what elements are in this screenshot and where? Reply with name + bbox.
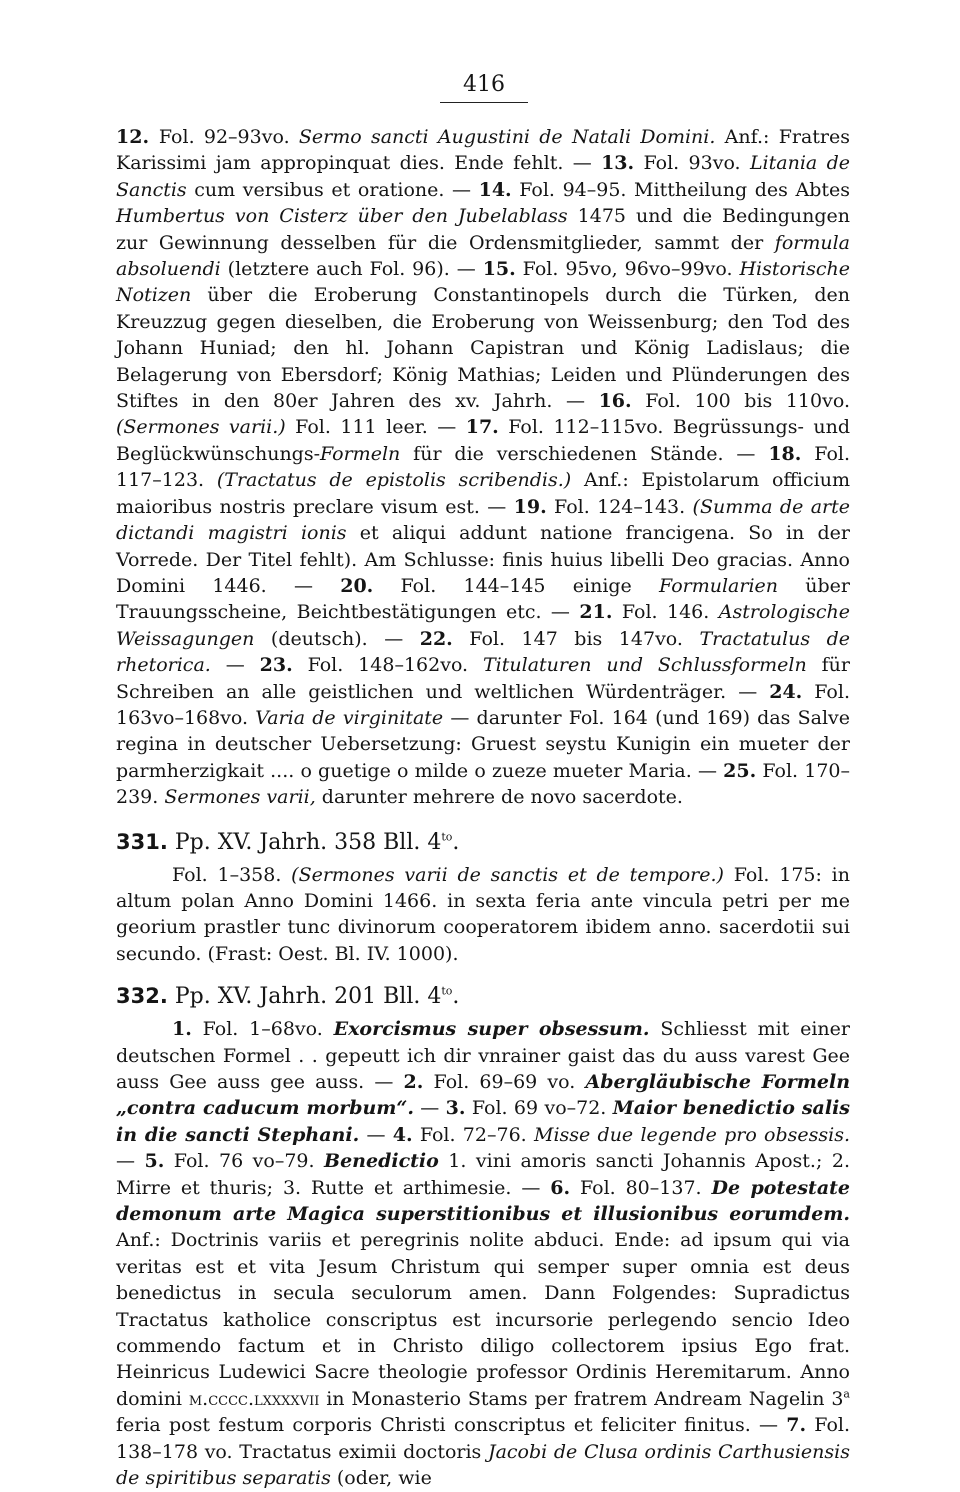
italic-title: Astrologische Weissagungen — [116, 601, 850, 650]
italic-title: (Sermones varii de sanctis et de tempore.) — [291, 863, 724, 886]
item-number: 19. — [513, 495, 547, 518]
text-run: für die verschiedenen Stände. — — [400, 442, 769, 465]
text-run: in Monasterio Stams per fratrem Andream Nagelin 3 — [319, 1387, 844, 1410]
catalog-entry-332-body — [116, 1016, 850, 1491]
italic-title: Varia de virginitate — [255, 706, 444, 729]
text-run: — — [413, 1097, 446, 1120]
text-run: über die Eroberung Constantinopels durch die Türken, den Kreuzzug gegen dieselben, die Eroberung von Weissenburg; den Tod des Johann Huniad; den hl. Johann Capistran und König Ladislaus; die Belagerung von Ebersdorf; König Mathias; Leiden und Plünderungen des Stiftes in den 80er Jahren des xv. Jahrh. — — [116, 284, 850, 413]
item-number: 24. — [769, 680, 803, 703]
item-number: 3. — [445, 1097, 466, 1120]
catalog-entry-331-body — [116, 862, 850, 968]
italic-title: Historische Notizen — [116, 258, 850, 307]
text-run: m.cccc.lxxxxvii — [188, 1387, 320, 1410]
text-run: — — [116, 1150, 145, 1173]
entry-heading-332 — [116, 981, 850, 1012]
italic-title: Maior benedictio salis in die sancti Stephani. — [116, 1097, 850, 1146]
italic-title: Humbertus von Cisterz über den Jubelablass — [116, 205, 568, 228]
italic-title: Tractatulus de rhetorica. — [116, 627, 851, 677]
text-run: et aliqui addunt natione francigena. So in der Vorrede. Der Titel fehlt). Am Schlusse: finis huius libelli Deo gracias. Anno Domini 1446. — — [116, 522, 850, 597]
format-superscript: to — [441, 830, 453, 844]
text-run: Fol. 170–239. — [116, 759, 851, 809]
italic-title: Sermones varii, — [164, 786, 316, 809]
item-number: 2. — [403, 1071, 424, 1093]
italic-title: Titulaturen und Schlussformeln — [483, 654, 807, 677]
italic-title: Jacobi de Clusa ordinis Carthusiensis de spiritibus separatis — [116, 1440, 850, 1490]
text-run: Fol. 69–69 vo. — [423, 1071, 586, 1093]
text-run: Fol. 76 vo–79. — [164, 1150, 325, 1173]
text-run: Fol. 124–143. — [546, 495, 693, 518]
italic-title: Misse due legende pro obsessis. — [533, 1123, 850, 1146]
catalog-entry-330-continuation — [116, 124, 850, 811]
italic-title: (Summa de arte dictandi magistri ionis — [116, 495, 850, 545]
item-number: 25. — [723, 759, 757, 782]
italic-title: formula absoluendi — [116, 231, 850, 281]
text-run: Fol. 80–137. — [570, 1176, 712, 1199]
text-run: Fol. 111 leer. — — [285, 416, 466, 439]
text-run: Fol. 117–123. — [116, 442, 850, 492]
item-number: 1. — [172, 1018, 192, 1041]
text-run: — darunter Fol. 164 (und 169) das Salve regina in deutscher Uebersetzung: Gruest seystu Kunigin ein mueter der parmherzigkait .... o guetige o milde o zueze mueter Maria. — — [116, 706, 851, 782]
entry-number: 331. — [116, 829, 168, 854]
text-run: 1. vini amoris sancti Johannis Apost.; 2. Mirre et thuris; 3. Rutte et arthimesie. — — [116, 1150, 850, 1199]
page-number: 416 — [440, 72, 528, 103]
format-superscript: to — [441, 984, 453, 998]
item-number: 6. — [550, 1176, 571, 1199]
italic-title: Litania de Sanctis — [116, 152, 850, 201]
italic-title: Exorcismus super obsessum. — [333, 1018, 650, 1041]
text-run: Fol. 144–145 einige — [373, 574, 660, 597]
item-number: 4. — [392, 1123, 413, 1146]
text-run: Fol. 92–93vo. — [158, 126, 299, 148]
item-number: 23. — [259, 654, 293, 677]
item-number: 17. — [465, 416, 499, 439]
entry-heading-331 — [116, 827, 850, 858]
text-run: feria post festum corporis Christi conscriptus et feliciter finitus. — — [116, 1414, 787, 1437]
text-run: Fol. 163vo–168vo. — [116, 680, 850, 729]
italic-title: Formularien — [659, 574, 779, 597]
text-run: Fol. 1–358. — [172, 863, 292, 886]
italic-title: (Tractatus de epistolis scribendis.) — [216, 469, 572, 492]
entry-number: 332. — [116, 984, 168, 1009]
item-number: 18. — [768, 442, 802, 465]
text-run: Fol. 72–76. — [412, 1123, 534, 1146]
italic-title: De potestate demonum arte Magica superstitionibus et illusionibus eorumdem. — [116, 1176, 850, 1226]
text-run: über Trauungsscheine, Beichtbestätigungen etc. — — [116, 574, 850, 624]
item-number: 7. — [786, 1414, 807, 1437]
item-number: 21. — [579, 601, 613, 624]
italic-title: Sermo sancti Augustini de Natali Domini. — [298, 126, 716, 148]
text-run: cum versibus et oratione. — — [186, 178, 479, 201]
text-run: Fol. 94–95. Mittheilung des Abtes — [511, 178, 850, 201]
item-number: 15. — [482, 258, 516, 281]
text-run: 1475 und die Bedingungen zur Gewinnung desselben für die Ordensmitglieder, sammt der — [116, 205, 851, 254]
text-run: (deutsch). — — [254, 627, 420, 650]
item-number: 22. — [419, 627, 453, 650]
body-text — [116, 124, 850, 1492]
text-run: (letztere auch Fol. 96). — — [220, 258, 483, 281]
entry-heading-end: . — [452, 829, 460, 855]
text-run: Fol. 112–115vo. Begrüssungs- und Beglückwünschungs- — [116, 416, 850, 465]
text-run: Fol. 69 vo–72. — [465, 1097, 613, 1120]
text-run: für Schreiben an alle geistlichen und weltlichen Würdenträger. — — [116, 654, 850, 703]
text-run: darunter mehrere de novo sacerdote. — [315, 786, 683, 809]
italic-title: Formeln — [320, 442, 401, 465]
text-run: a — [843, 1387, 850, 1401]
text-run: Anf.: Doctrinis variis et peregrinis nolite abduci. Ende: ad ipsum qui via veritas est et vita Jesum Christum qui semper super omnia est deus benedictus in secula seculorum amen. Dann Folgendes: Supradictus Tractatus katholice conscriptus est incursorie perlegendo sencio Ideo commendo factum et in Christo diligo collectorem ipsius Ego frat. Heinricus Ludewici Sacre theologie professor Ordinis Heremitarum. Anno domini — [116, 1229, 850, 1410]
text-run: Fol. 148–162vo. — [292, 654, 483, 677]
text-run: — — [359, 1123, 393, 1146]
text-run: Schliesst mit einer deutschen Formel . . gepeutt ich dir vnrainer gaist das du auss varest Gee auss Gee auss gee auss. — — [116, 1018, 850, 1093]
item-number: 20. — [340, 574, 374, 597]
text-run: Fol. 1–68vo. — [191, 1018, 334, 1041]
italic-title: Abergläubische Formeln „contra caducum morbum“. — [116, 1071, 851, 1120]
text-run: Fol. 100 bis 110vo. — [631, 390, 850, 413]
text-run: Fol. 147 bis 147vo. — [452, 627, 700, 650]
item-number: 12. — [116, 126, 159, 148]
text-run: Fol. 138–178 vo. Tractatus eximii doctoris — [116, 1414, 850, 1463]
item-number: 16. — [598, 390, 632, 413]
entry-description: Pp. XV. Jahrh. 201 Bll. 4 — [167, 984, 442, 1010]
text-run: Fol. 146. — [612, 601, 719, 624]
text-run: Fol. 93vo. — [634, 152, 750, 175]
item-number: 5. — [144, 1150, 165, 1173]
italic-title: (Sermones varii.) — [116, 416, 286, 439]
entry-description: Pp. XV. Jahrh. 358 Bll. 4 — [167, 829, 442, 855]
italic-title: Benedictio — [324, 1150, 439, 1173]
text-run: — — [210, 654, 260, 677]
entry-heading-end: . — [452, 984, 460, 1010]
text-run: Fol. 95vo, 96vo–99vo. — [515, 258, 740, 281]
item-number: 14. — [478, 178, 512, 201]
item-number: 13. — [601, 152, 635, 175]
text-run: (oder, wie — [330, 1467, 432, 1490]
text-run: Anf.: Fratres Karissimi jam appropinquat dies. Ende fehlt. — — [116, 126, 850, 175]
text-run: Fol. 175: in altum polan Anno Domini 1466. in sexta feria ante vincula petri per me georium prastler tunc divinorum cooperatorem ibidem anno. sacerdotii sui secundo. (Frast: Oest. Bl. IV. 1000). — [116, 863, 850, 965]
text-run: Anf.: Epistolarum officium maioribus nostris preclare visum est. — — [116, 469, 850, 518]
